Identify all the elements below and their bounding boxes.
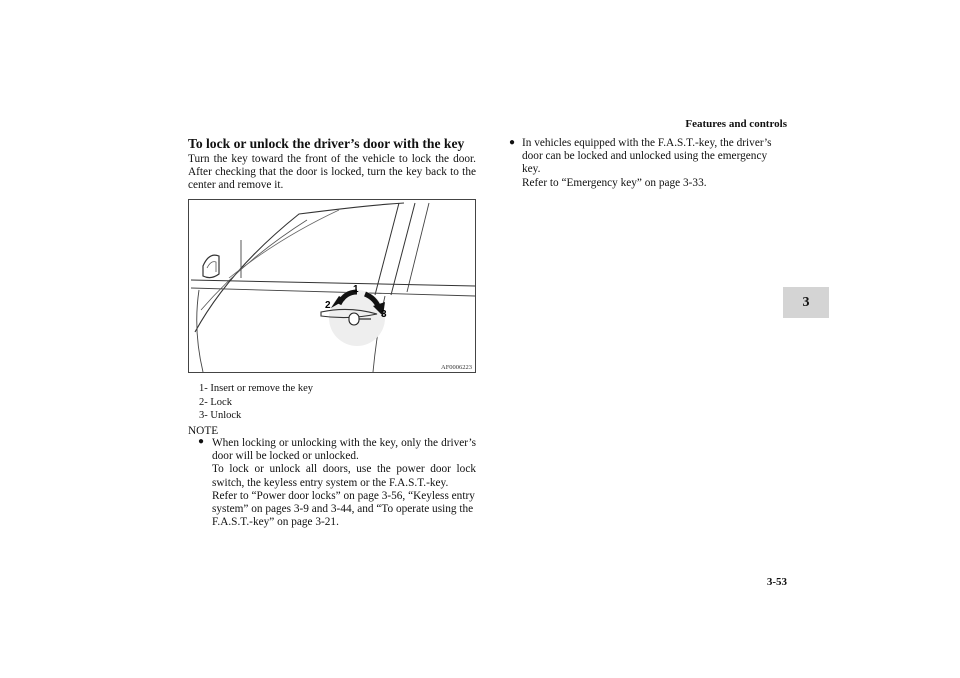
figure-legend	[199, 382, 313, 423]
chapter-tab[interactable]: 3	[783, 287, 829, 318]
note-label: NOTE	[188, 425, 219, 437]
note-line: To lock or unlock all doors, use the power door lock switch, the keyless entry system or the F.A.S.T.-key.	[212, 463, 476, 489]
note-line: When locking or unlocking with the key, only the driver’s door will be locked or unlocked.	[212, 437, 476, 463]
section-heading: To lock or unlock the driver’s door with the key	[188, 136, 465, 151]
callout-3: 3	[381, 309, 387, 320]
note-text	[212, 437, 476, 529]
legend-item: 1- Insert or remove the key	[199, 383, 313, 394]
note-line: In vehicles equipped with the F.A.S.T.-key, the driver’s door can be locked and unlocked using the emergency key.	[522, 137, 772, 176]
legend-item: 2- Lock	[199, 396, 232, 408]
legend-item: 3- Unlock	[199, 410, 242, 421]
bullet-icon: ●	[198, 436, 205, 447]
page-number: 3-53	[766, 576, 787, 588]
callout-1: 1	[353, 284, 359, 295]
bullet-icon: ●	[509, 137, 516, 148]
intro-paragraph: Turn the key toward the front of the vehicle to lock the door. After checking that the door is locked, turn the key back to the center and remove it.	[188, 153, 476, 192]
figure-code: AF0006223	[441, 364, 473, 371]
note-line: Refer to “Power door locks” on page 3-56, “Keyless entry system” on pages 3-9 and 3-44, and “To operate using the F.A.S.T.-key” on page 3-21.	[212, 489, 475, 529]
section-title: Features and controls	[685, 118, 787, 130]
callout-2: 2	[325, 300, 331, 311]
note-line: Refer to “Emergency key” on page 3-33.	[522, 176, 707, 189]
door-lock-illustration	[188, 199, 476, 373]
emergency-key-note	[522, 137, 787, 190]
door-diagram	[189, 200, 475, 372]
